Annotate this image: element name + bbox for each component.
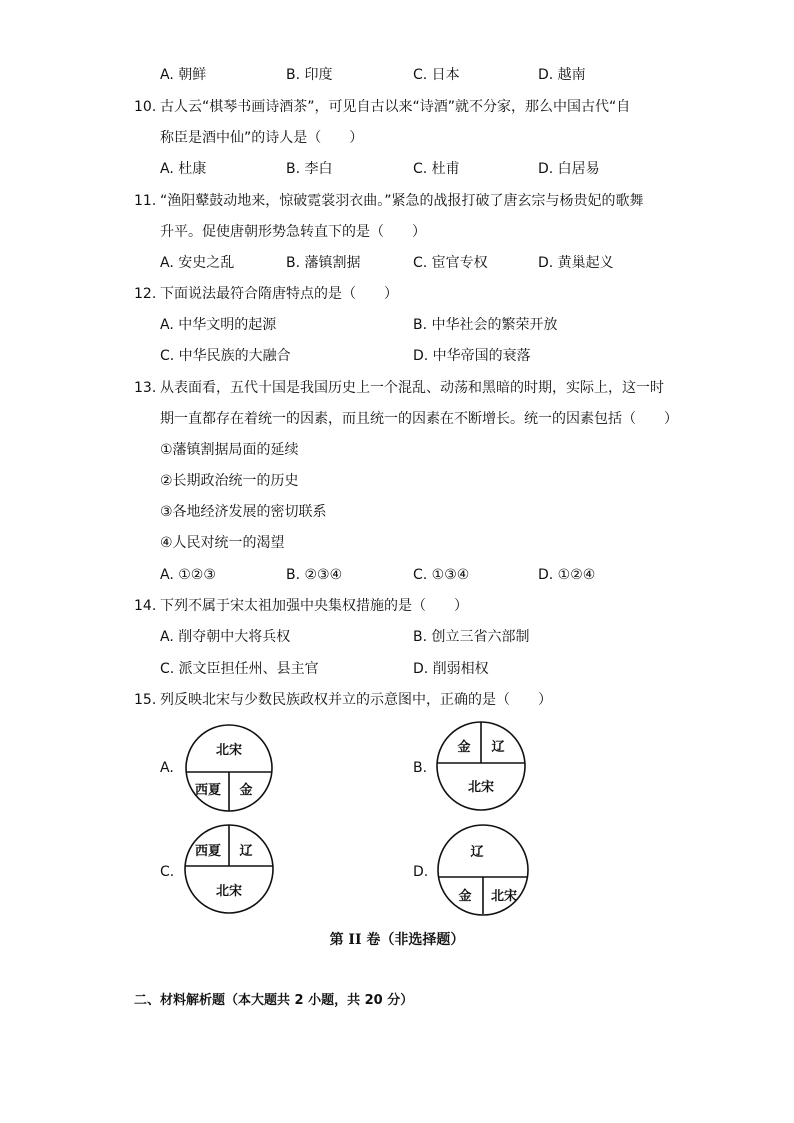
section2-heading: 二、材料解析题（本大题共 2 小题，共 20 分）	[134, 993, 414, 1008]
q11-option-b[interactable]: B. 藩镇割据	[286, 255, 361, 271]
q13-number: 13.	[134, 380, 157, 396]
q11-stem-line2: 升平。促使唐朝形势急转直下的是（ ）	[160, 224, 426, 240]
q15-a-bottom-left-label: 西夏	[194, 783, 222, 798]
q15-option-d-label[interactable]: D.	[413, 864, 429, 880]
q14-stem-line1: 下列不属于宋太祖加强中央集权措施的是（ ）	[160, 598, 468, 614]
q15-c-bottom-label: 北宋	[215, 884, 243, 899]
q15-option-b-label[interactable]: B.	[413, 760, 428, 776]
q14-option-c[interactable]: C. 派文臣担任州、县主官	[160, 661, 319, 677]
q9-option-c[interactable]: C. 日本	[413, 67, 460, 83]
q15-option-a-diagram[interactable]	[184, 722, 274, 814]
q15-b-top-left-label: 金	[457, 740, 471, 755]
q13-option-c[interactable]: C. ①③④	[413, 567, 470, 583]
q15-d-bottom-right-label: 北宋	[490, 889, 518, 904]
q12-option-b[interactable]: B. 中华社会的繁荣开放	[413, 317, 558, 333]
part2-title: 第 II 卷（非选择题）	[329, 932, 465, 948]
q10-stem-line2: 称臣是酒中仙”的诗人是（ ）	[160, 130, 364, 146]
q13-item-1: ①藩镇割据局面的延续	[160, 442, 299, 458]
q14-number: 14.	[134, 598, 157, 614]
q11-option-d[interactable]: D. 黄巢起义	[538, 255, 614, 271]
q15-option-c-diagram[interactable]	[184, 822, 274, 916]
q13-item-3: ③各地经济发展的密切联系	[160, 504, 327, 520]
q12-option-d[interactable]: D. 中华帝国的衰落	[413, 348, 531, 364]
q13-option-d[interactable]: D. ①②④	[538, 567, 596, 583]
q11-stem-line1: “渔阳鼙鼓动地来，惊破霓裳羽衣曲。”紧急的战报打破了唐玄宗与杨贵妃的歌舞	[160, 193, 644, 209]
q10-option-d[interactable]: D. 白居易	[538, 161, 600, 177]
q10-stem-line1: 古人云“棋琴书画诗酒茶”，可见自古以来“诗酒”就不分家，那么中国古代“自	[160, 99, 631, 115]
q12-stem-line1: 下面说法最符合隋唐特点的是（ ）	[160, 286, 398, 302]
q15-a-bottom-right-label: 金	[239, 783, 253, 798]
q15-option-c-label[interactable]: C.	[160, 864, 175, 880]
q13-option-a[interactable]: A. ①②③	[160, 567, 216, 583]
q10-number: 10.	[134, 99, 157, 115]
q15-option-d-diagram[interactable]	[437, 822, 529, 918]
q15-option-b-diagram[interactable]	[436, 719, 526, 813]
q15-c-top-left-label: 西夏	[194, 844, 222, 859]
q12-number: 12.	[134, 286, 157, 302]
q9-option-a[interactable]: A. 朝鲜	[160, 67, 207, 83]
q15-a-top-label: 北宋	[215, 743, 243, 758]
q13-item-4: ④人民对统一的渴望	[160, 535, 285, 551]
q13-stem-line2: 期一直都存在着统一的因素，而且统一的因素在不断增长。统一的因素包括（ ）	[160, 411, 678, 427]
q10-option-b[interactable]: B. 李白	[286, 161, 333, 177]
q15-number: 15.	[134, 692, 157, 708]
q12-option-c[interactable]: C. 中华民族的大融合	[160, 348, 291, 364]
q15-d-bottom-left-label: 金	[458, 889, 472, 904]
q13-option-b[interactable]: B. ②③④	[286, 567, 343, 583]
q14-option-a[interactable]: A. 削夺朝中大将兵权	[160, 629, 291, 645]
q13-stem-line1: 从表面看，五代十国是我国历史上一个混乱、动荡和黑暗的时期，实际上，这一时	[160, 380, 664, 396]
q10-option-c[interactable]: C. 杜甫	[413, 161, 460, 177]
q15-b-top-right-label: 辽	[491, 740, 505, 755]
q14-option-b[interactable]: B. 创立三省六部制	[413, 629, 530, 645]
q15-c-top-right-label: 辽	[239, 844, 253, 859]
q9-option-b[interactable]: B. 印度	[286, 67, 333, 83]
q15-d-top-label: 辽	[470, 845, 484, 860]
q11-number: 11.	[134, 193, 157, 209]
q15-b-bottom-label: 北宋	[467, 780, 495, 795]
q11-option-c[interactable]: C. 宦官专权	[413, 255, 488, 271]
q12-option-a[interactable]: A. 中华文明的起源	[160, 317, 277, 333]
q15-stem-line1: 列反映北宋与少数民族政权并立的示意图中，正确的是（ ）	[160, 692, 552, 708]
q15-option-a-label[interactable]: A.	[160, 760, 174, 776]
q9-option-d[interactable]: D. 越南	[538, 67, 586, 83]
q14-option-d[interactable]: D. 削弱相权	[413, 661, 489, 677]
q10-option-a[interactable]: A. 杜康	[160, 161, 207, 177]
q11-option-a[interactable]: A. 安史之乱	[160, 255, 235, 271]
q13-item-2: ②长期政治统一的历史	[160, 473, 299, 489]
